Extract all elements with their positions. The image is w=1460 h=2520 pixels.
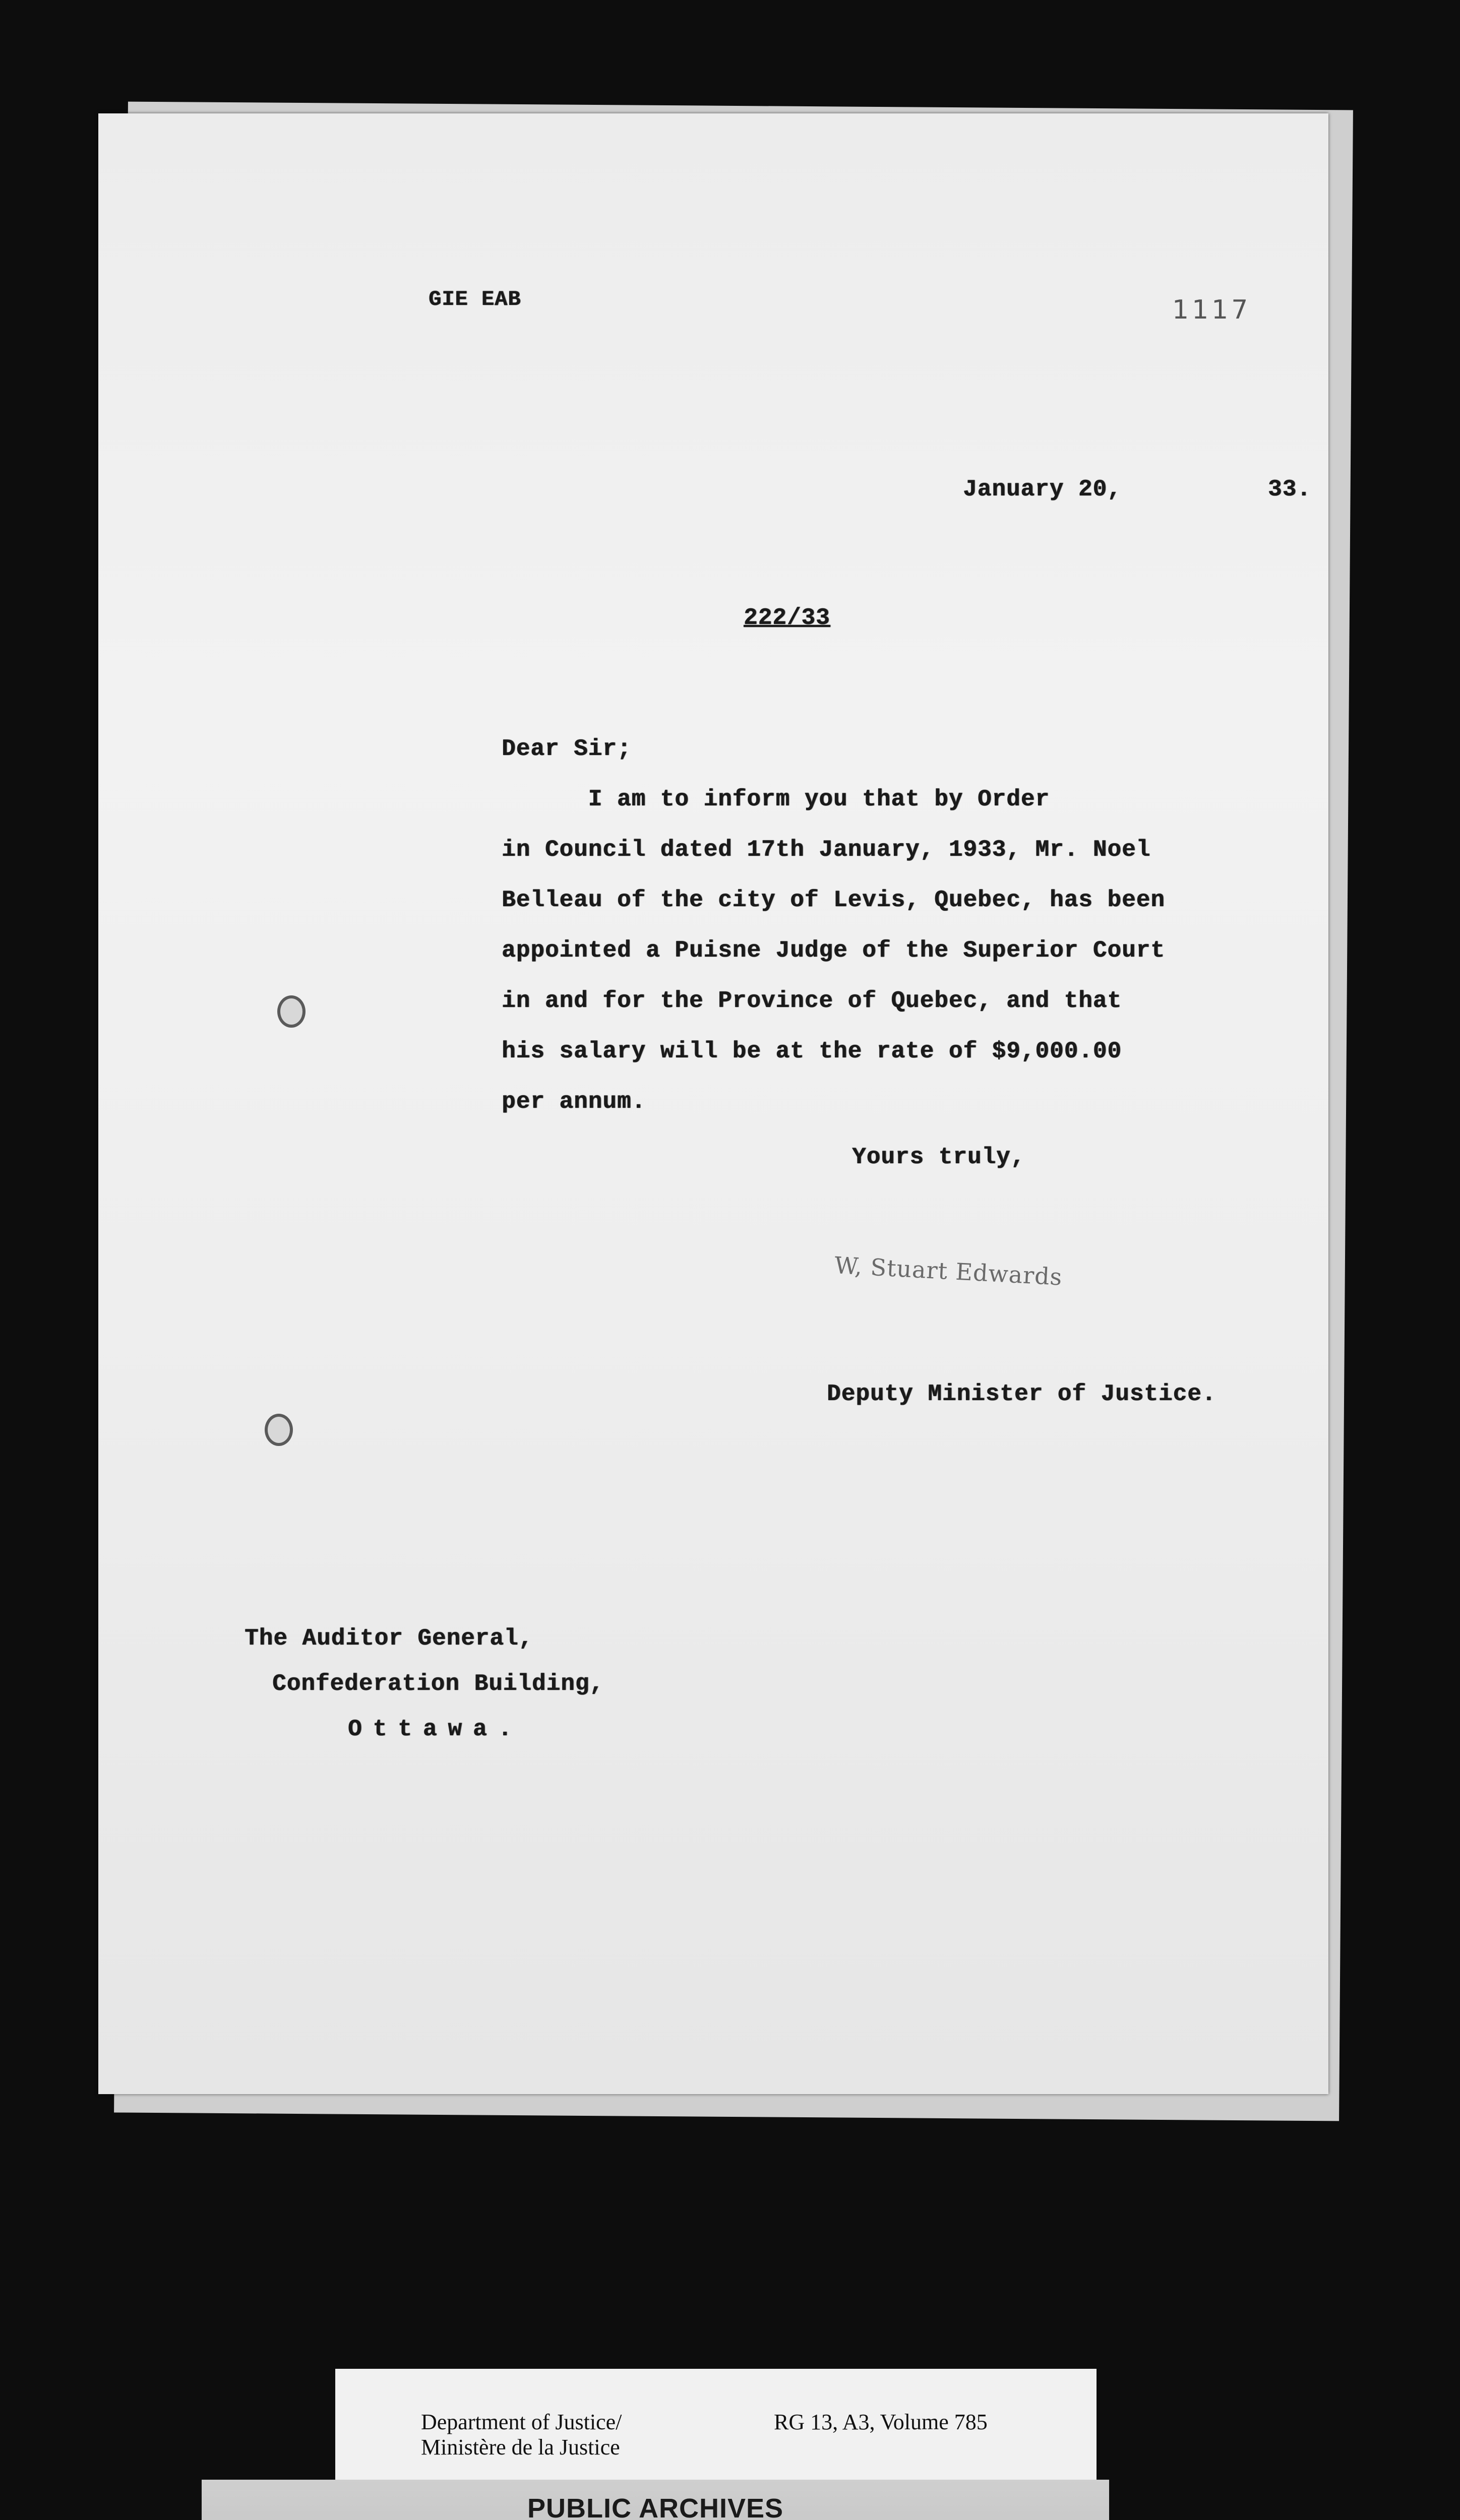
punch-hole [277,995,306,1028]
page-number: 1117 [1172,295,1251,325]
department-name-en: Department of Justice/ [421,2410,622,2434]
body-line: in Council dated 17th January, 1933, Mr. Noel [502,837,1151,863]
signatory-title: Deputy Minister of Justice. [827,1381,1216,1407]
reference-initials: GIE EAB [429,287,521,311]
recipient-line: The Auditor General, [245,1625,533,1652]
archive-reference-label [335,2369,1097,2485]
body-line: I am to inform you that by Order [502,786,1050,812]
body-line: his salary will be at the rate of $9,000.00 [502,1038,1122,1064]
archive-stamp-line: PUBLIC ARCHIVES [527,2493,784,2520]
recipient-line: Confederation Building, [272,1671,604,1697]
public-archives-stamp [202,2480,1109,2520]
letter-date-year: 33. [1268,476,1311,502]
record-group-reference: RG 13, A3, Volume 785 [774,2410,988,2434]
body-line: per annum. [502,1089,646,1115]
body-line: in and for the Province of Quebec, and that [502,988,1122,1014]
signature-stamp: W, Stuart Edwards [833,1251,1063,1291]
file-number: 222/33 [744,605,830,631]
body-line: appointed a Puisne Judge of the Superior Court [502,937,1165,964]
recipient-line: Ottawa. [348,1716,523,1742]
department-name-fr: Ministère de la Justice [421,2435,620,2460]
letter-page [98,113,1328,2094]
closing: Yours truly, [852,1144,1025,1170]
letter-date: January 20, [963,476,1122,502]
salutation: Dear Sir; [502,736,632,762]
body-line: Belleau of the city of Levis, Quebec, has been [502,887,1165,913]
punch-hole [265,1414,293,1446]
